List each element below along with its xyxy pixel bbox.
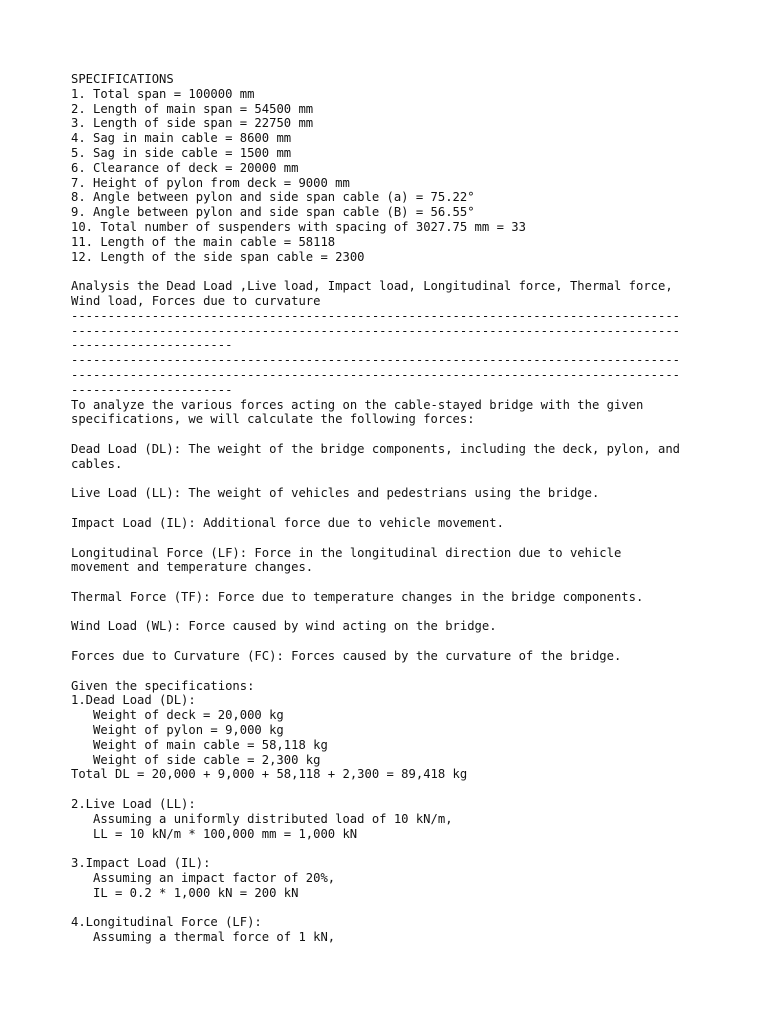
- spec-item: 3. Length of side span = 22750 mm: [71, 116, 314, 131]
- spec-item: 11. Length of the main cable = 58118: [71, 234, 336, 249]
- spacer: [71, 575, 701, 590]
- dead-load-item: Weight of pylon = 9,000 kg: [93, 723, 284, 738]
- intro-line: specifications, we will calculate the following forces:: [71, 412, 475, 427]
- spacer: [71, 634, 701, 649]
- impact-load-title: 3.Impact Load (IL):: [71, 856, 211, 871]
- impact-load-item: IL = 0.2 * 1,000 kN = 200 kN: [93, 885, 299, 900]
- dead-load-item: Weight of main cable = 58,118 kg: [93, 737, 328, 752]
- definition-live-load: Live Load (LL): The weight of vehicles and pedestrians using the bridge.: [71, 486, 600, 501]
- spec-item: 1. Total span = 100000 mm: [71, 86, 255, 101]
- analysis-prompt-line: Wind load, Forces due to curvature: [71, 293, 321, 308]
- document-body: [71, 72, 701, 945]
- impact-load-item: Assuming an impact factor of 20%,: [93, 871, 336, 886]
- definition-dead-load: Dead Load (DL): The weight of the bridge components, including the deck, pylon, and: [71, 441, 681, 456]
- separator-line: ----------------------: [71, 382, 233, 397]
- spec-item: 4. Sag in main cable = 8600 mm: [71, 131, 292, 146]
- spec-item: 7. Height of pylon from deck = 9000 mm: [71, 175, 350, 190]
- spacer: [71, 782, 701, 797]
- spec-item: 2. Length of main span = 54500 mm: [71, 101, 314, 116]
- spacer: [71, 901, 701, 916]
- separator-line: ----------------------: [71, 338, 233, 353]
- spec-item: 8. Angle between pylon and side span cable (a) = 75.22°: [71, 190, 475, 205]
- dead-load-title: 1.Dead Load (DL):: [71, 693, 196, 708]
- spec-item: 6. Clearance of deck = 20000 mm: [71, 160, 299, 175]
- definition-wind-load: Wind Load (WL): Force caused by wind acting on the bridge.: [71, 619, 497, 634]
- separator-line: -----------------------------------------------------------------------------------: [71, 308, 681, 323]
- intro-line: To analyze the various forces acting on the cable-stayed bridge with the given: [71, 397, 644, 412]
- definition-dead-load: cables.: [71, 456, 123, 471]
- longitudinal-force-title: 4.Longitudinal Force (LF):: [71, 915, 262, 930]
- definition-curvature-forces: Forces due to Curvature (FC): Forces caused by the curvature of the bridge.: [71, 649, 622, 664]
- dead-load-item: Weight of side cable = 2,300 kg: [93, 752, 321, 767]
- spec-item: 10. Total number of suspenders with spacing of 3027.75 mm = 33: [71, 219, 526, 234]
- dead-load-item: Weight of deck = 20,000 kg: [93, 708, 284, 723]
- spacer: [71, 605, 701, 620]
- analysis-prompt-line: Analysis the Dead Load ,Live load, Impact load, Longitudinal force, Thermal force,: [71, 279, 673, 294]
- spacer: [71, 264, 701, 279]
- longitudinal-force-item: Assuming a thermal force of 1 kN,: [93, 930, 336, 945]
- separator-line: -----------------------------------------------------------------------------------: [71, 323, 681, 338]
- spec-item: 9. Angle between pylon and side span cable (B) = 56.55°: [71, 205, 475, 220]
- spec-item: 12. Length of the side span cable = 2300: [71, 249, 365, 264]
- spacer: [71, 664, 701, 679]
- specifications-list: [71, 87, 701, 265]
- separator-line: -----------------------------------------------------------------------------------: [71, 353, 681, 368]
- definition-longitudinal-force: movement and temperature changes.: [71, 560, 314, 575]
- spec-item: 5. Sag in side cable = 1500 mm: [71, 145, 292, 160]
- live-load-item: LL = 10 kN/m * 100,000 mm = 1,000 kN: [93, 826, 358, 841]
- dead-load-total: Total DL = 20,000 + 9,000 + 58,118 + 2,300 = 89,418 kg: [71, 767, 468, 782]
- spacer: [71, 531, 701, 546]
- definition-thermal-force: Thermal Force (TF): Force due to temperature changes in the bridge components.: [71, 589, 644, 604]
- separator-line: -----------------------------------------------------------------------------------: [71, 367, 681, 382]
- spacer: [71, 427, 701, 442]
- spacer: [71, 472, 701, 487]
- calculations-heading: Given the specifications:: [71, 678, 255, 693]
- spacer: [71, 841, 701, 856]
- live-load-title: 2.Live Load (LL):: [71, 797, 196, 812]
- definition-longitudinal-force: Longitudinal Force (LF): Force in the longitudinal direction due to vehicle: [71, 545, 622, 560]
- definition-impact-load: Impact Load (IL): Additional force due to vehicle movement.: [71, 515, 504, 530]
- spacer: [71, 501, 701, 516]
- specifications-heading: SPECIFICATIONS: [71, 72, 174, 86]
- live-load-item: Assuming a uniformly distributed load of 10 kN/m,: [93, 811, 453, 826]
